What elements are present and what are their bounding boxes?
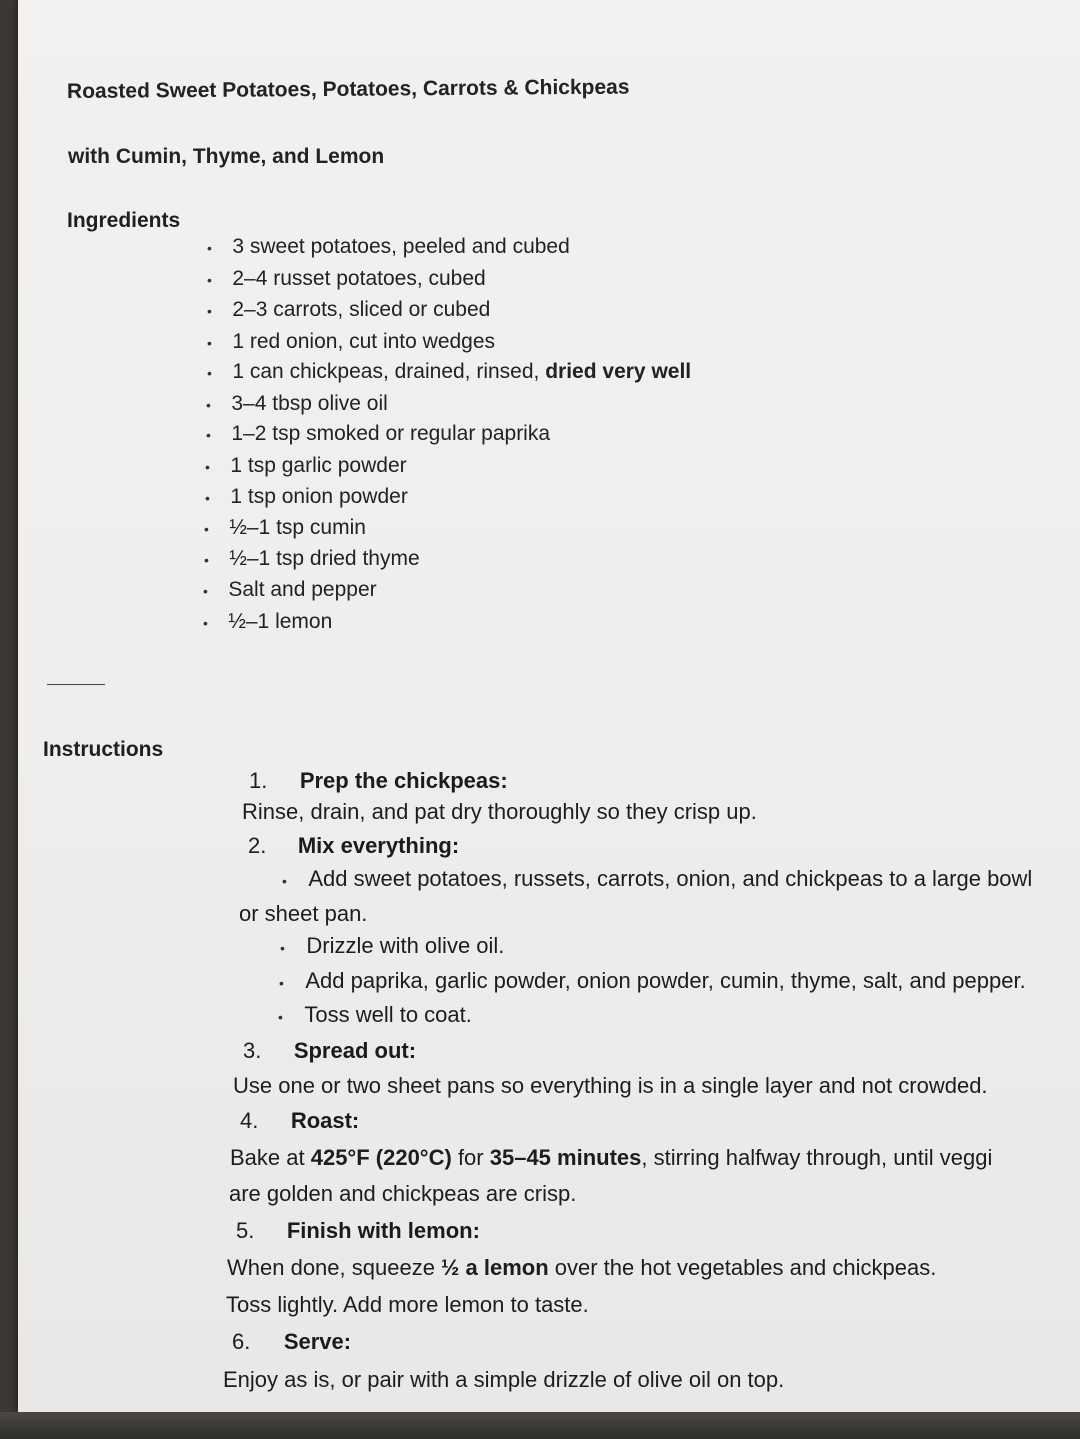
step-header [249,768,508,794]
section-divider [47,684,105,685]
list-item [206,392,388,416]
list-item [205,485,408,509]
instructions-heading: Instructions [43,738,164,761]
ingredient-text: 1 red onion, cut into wedges [232,330,496,353]
substep-text: Toss well to coat. [304,1002,472,1027]
ingredient-text: ½–1 lemon [228,610,333,633]
bullet-icon: • [203,583,208,599]
step-number: 5. [236,1218,255,1243]
step-title: Prep the chickpeas: [299,768,508,793]
step-text: When done, squeeze [227,1255,442,1280]
bullet-icon: • [206,427,211,443]
step-number: 3. [243,1038,262,1063]
recipe-title: Roasted Sweet Potatoes, Potatoes, Carrots & Chickpeas [66,75,630,103]
lemon-amount: ½ a lemon [441,1255,549,1280]
bullet-icon: • [278,1009,283,1025]
list-item [207,360,691,384]
step-text: over the hot vegetables and chickpeas. [548,1255,937,1280]
step-header [248,833,459,859]
step-text: Bake at [230,1145,311,1170]
ingredient-text: 1–2 tsp smoked or regular paprika [231,422,551,445]
step-body [230,1145,992,1171]
step-number: 1. [249,768,268,793]
list-item [207,298,490,322]
ingredient-text: 3–4 tbsp olive oil [231,392,388,415]
bullet-icon: • [206,397,211,413]
substep-text: Add paprika, garlic powder, onion powder, cumin, thyme, salt, and pepper. [305,968,1026,993]
ingredient-text: 1 tsp onion powder [230,485,408,508]
bullet-icon: • [203,615,208,631]
ingredient-text: ½–1 tsp dried thyme [229,547,420,570]
step-title: Serve: [283,1329,352,1354]
recipe-subtitle: with Cumin, Thyme, and Lemon [68,145,385,168]
step-title: Spread out: [293,1038,417,1063]
step-number: 4. [240,1108,259,1133]
step-body: Enjoy as is, or pair with a simple drizzle of olive oil on top. [223,1367,785,1392]
step-header [236,1218,480,1244]
step-number: 2. [248,833,267,858]
step-body: Rinse, drain, and pat dry thoroughly so they crisp up. [242,799,757,824]
step-title: Mix everything: [297,833,460,858]
bullet-icon: • [282,873,287,889]
bullet-icon: • [280,940,285,956]
bullet-icon: • [205,459,210,475]
ingredient-text: 2–4 russet potatoes, cubed [232,267,486,290]
list-item [207,330,495,354]
list-item [204,547,420,571]
duration: 35–45 minutes [489,1145,642,1170]
step-header [243,1038,416,1064]
ingredient-text: 2–3 carrots, sliced or cubed [232,298,491,321]
ingredient-text: 1 can chickpeas, drained, rinsed, [232,360,546,383]
bullet-icon: • [204,521,209,537]
ingredient-emphasis: dried very well [545,360,692,383]
bullet-icon: • [204,552,209,568]
step-text: , stirring halfway through, until veggi [641,1145,993,1170]
step-header [240,1108,359,1134]
substep-text: Add sweet potatoes, russets, carrots, onion, and chickpeas to a large bowl [308,866,1033,891]
ingredient-text: 1 tsp garlic powder [230,454,407,477]
list-item [279,968,1026,994]
ingredients-heading: Ingredients [67,209,181,232]
list-item [204,516,366,540]
bullet-icon: • [205,490,210,506]
step-body: Use one or two sheet pans so everything is in a single layer and not crowded. [233,1073,988,1098]
step-text: for [451,1145,490,1170]
list-item [282,866,1032,892]
ingredient-text: Salt and pepper [228,578,377,601]
ingredient-text: ½–1 tsp cumin [229,516,366,539]
step-body [227,1255,936,1281]
bullet-icon: • [207,272,212,288]
bullet-icon: • [207,335,212,351]
bullet-icon: • [207,303,212,319]
step-number: 6. [232,1329,251,1354]
list-item [280,933,504,959]
list-item [278,1002,472,1028]
step-title: Roast: [290,1108,360,1133]
list-item [207,235,570,259]
step-body-continuation: are golden and chickpeas are crisp. [229,1181,577,1206]
list-item [203,610,332,634]
list-item [207,267,486,291]
step-header [232,1329,351,1355]
list-item [203,578,377,602]
bullet-icon: • [207,365,212,381]
list-item [205,454,407,478]
list-item [206,422,550,446]
step-title: Finish with lemon: [286,1218,480,1243]
ingredient-text: 3 sweet potatoes, peeled and cubed [232,235,570,258]
substep-continuation: or sheet pan. [239,901,368,926]
temperature: 425°F (220°C) [310,1145,452,1170]
bullet-icon: • [279,975,284,991]
bullet-icon: • [207,240,212,256]
substep-text: Drizzle with olive oil. [306,933,505,958]
step-body-continuation: Toss lightly. Add more lemon to taste. [226,1292,589,1317]
